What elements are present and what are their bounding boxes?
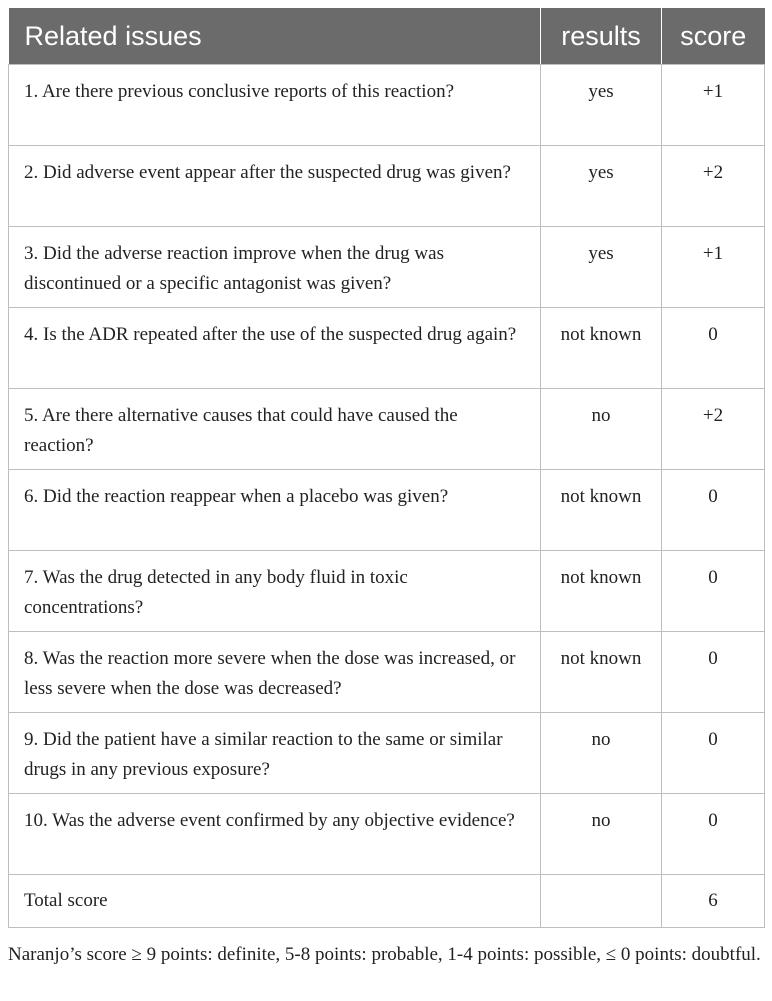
score-cell: 0 [662, 308, 765, 389]
table-footnote: Naranjo’s score ≥ 9 points: definite, 5-8 points: probable, 1-4 points: possible, ≤ 0 points: doubtful. [8, 944, 761, 965]
score-cell: +2 [662, 389, 765, 470]
table-row [9, 389, 765, 470]
score-cell: 0 [662, 632, 765, 713]
table-row [9, 794, 765, 875]
table-row [9, 551, 765, 632]
table-row [9, 227, 765, 308]
score-cell: 0 [662, 470, 765, 551]
table-row [9, 713, 765, 794]
issue-cell: 5. Are there alternative causes that could have caused the reaction? [9, 389, 541, 470]
issue-cell: 2. Did adverse event appear after the suspected drug was given? [9, 146, 541, 227]
issue-cell: 6. Did the reaction reappear when a placebo was given? [9, 470, 541, 551]
total-score: 6 [662, 875, 765, 928]
naranjo-table [8, 8, 765, 928]
table-header-row [9, 8, 765, 65]
result-cell: no [541, 389, 662, 470]
result-cell: not known [541, 551, 662, 632]
score-cell: +1 [662, 227, 765, 308]
total-row [9, 875, 765, 928]
issue-cell: 8. Was the reaction more severe when the dose was increased, or less severe when the dose was decreased? [9, 632, 541, 713]
issue-cell: 3. Did the adverse reaction improve when the drug was discontinued or a specific antagonist was given? [9, 227, 541, 308]
result-cell: yes [541, 227, 662, 308]
score-cell: 0 [662, 713, 765, 794]
issue-cell: 4. Is the ADR repeated after the use of the suspected drug again? [9, 308, 541, 389]
table-row [9, 308, 765, 389]
header-related-issues: Related issues [9, 8, 541, 65]
result-cell: no [541, 794, 662, 875]
score-cell: 0 [662, 551, 765, 632]
issue-cell: 7. Was the drug detected in any body fluid in toxic concentrations? [9, 551, 541, 632]
result-cell: not known [541, 308, 662, 389]
header-score: score [662, 8, 765, 65]
table-row [9, 632, 765, 713]
issue-cell: 1. Are there previous conclusive reports of this reaction? [9, 65, 541, 146]
issue-cell: 9. Did the patient have a similar reaction to the same or similar drugs in any previous exposure? [9, 713, 541, 794]
result-cell: yes [541, 146, 662, 227]
score-cell: +1 [662, 65, 765, 146]
score-cell: +2 [662, 146, 765, 227]
header-results: results [541, 8, 662, 65]
result-cell: yes [541, 65, 662, 146]
naranjo-table-container [8, 8, 764, 928]
result-cell: no [541, 713, 662, 794]
total-label: Total score [9, 875, 541, 928]
total-result [541, 875, 662, 928]
table-row [9, 65, 765, 146]
issue-cell: 10. Was the adverse event confirmed by any objective evidence? [9, 794, 541, 875]
table-row [9, 470, 765, 551]
result-cell: not known [541, 632, 662, 713]
score-cell: 0 [662, 794, 765, 875]
table-row [9, 146, 765, 227]
result-cell: not known [541, 470, 662, 551]
